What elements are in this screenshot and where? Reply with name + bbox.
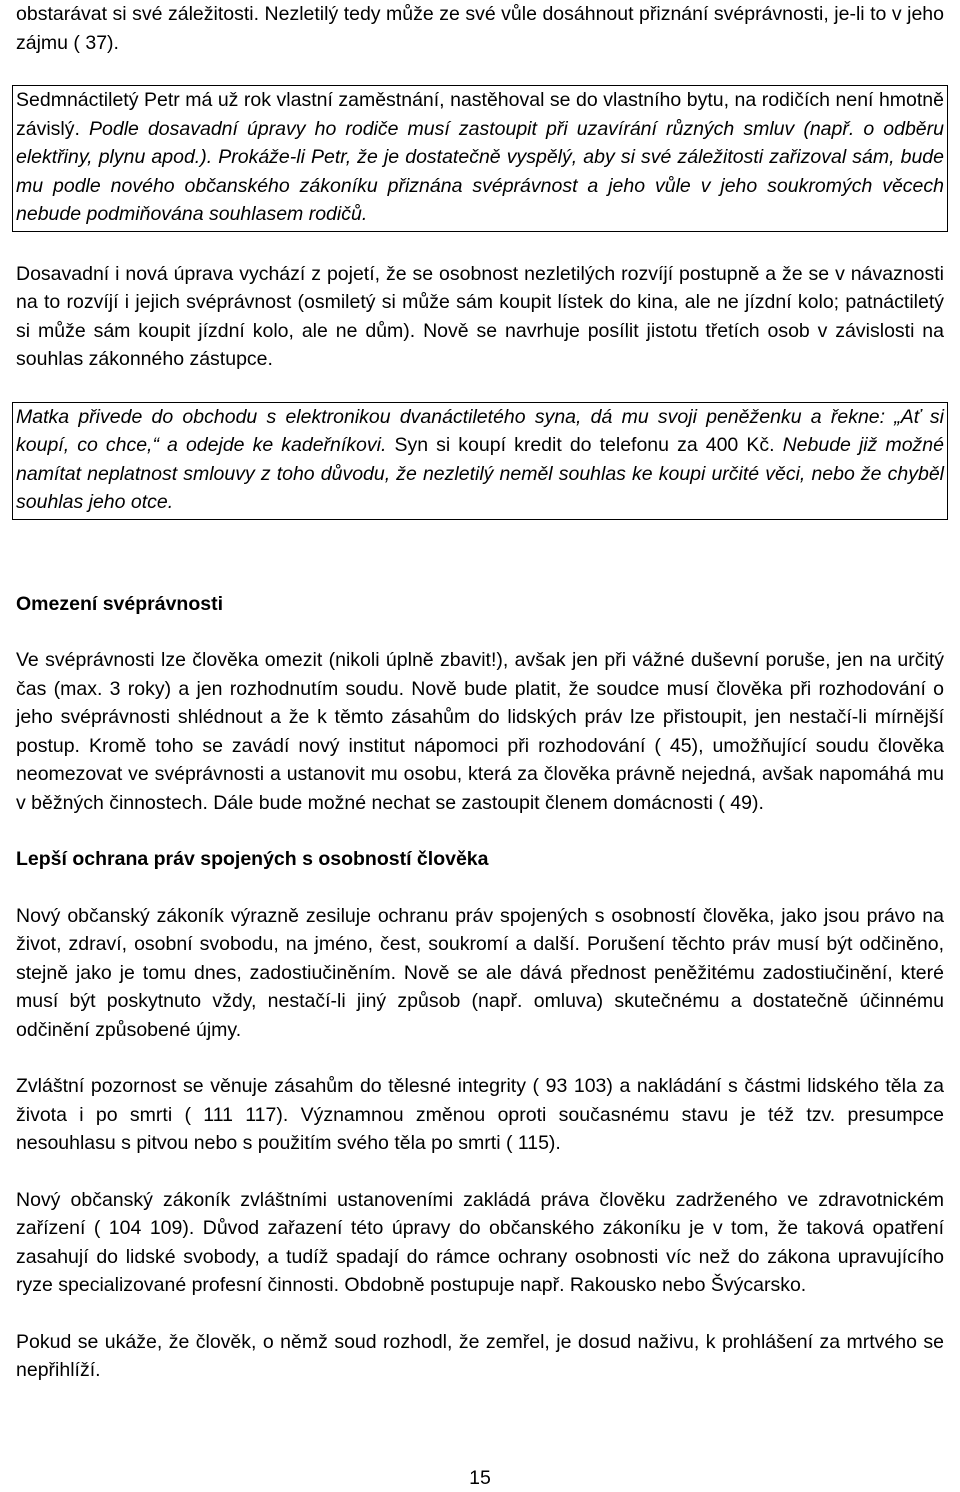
example-box-1 <box>12 85 948 232</box>
section-heading-limitation: Omezení svéprávnosti <box>16 592 223 615</box>
personality-paragraph-2: Zvláštní pozornost se věnuje zásahům do tělesné integrity ( 93 103) a nakládání s částmi lidského těla za života i po smrti ( 111 117). Významnou změnou oproti současnému stavu je též tzv. presumpce nesouhlasu s pitvou nebo s použitím svého těla po smrti ( 115). <box>16 1075 944 1154</box>
example-2-italic-text-2: Nebude již možné namítat neplatnost smlouvy z toho důvodu, že nezletilý neměl souhlas ke koupi určité věci, nebo že chyběl souhlas jeho otce. <box>16 434 944 513</box>
example-2-paragraph <box>16 403 944 517</box>
example-1-normal-text: Sedmnáctiletý Petr má už rok vlastní zaměstnání, nastěhoval se do vlastního bytu, na rodičích není hmotně závislý. <box>16 89 944 140</box>
example-box-2 <box>12 402 948 520</box>
scope-paragraph: Dosavadní i nová úprava vychází z pojetí, že se osobnost nezletilých rozvíjí postupně a že se v návaznosti na to rozvíjí i jejich svéprávnost (osmiletý si může sám koupit lístek do kina, ale ne jízdní kolo; patnáctiletý si může sám koupit jízdní kolo, ale ne dům). Nově se navrhuje posílit jistotu třetích osob v závislosti na souhlas zákonného zástupce. <box>16 262 944 370</box>
example-2-normal-text: Syn si koupí kredit do telefonu za 400 Kč. <box>394 434 783 456</box>
personality-paragraph-3: Nový občanský zákoník zvláštními ustanoveními zakládá práva člověku zadrženého ve zdravotnickém zařízení ( 104 109). Důvod zařazení této úpravy do občanského zákoníku je v tom, že taková opatření zasahují do lidské svobody, a tudíž spadají do rámce ochrany osobnosti víc než do zákona upravujícího ryze specializované profesní činnosti. Obdobně postupuje např. Rakousko nebo Švýcarsko. <box>16 1188 944 1296</box>
example-1-italic-text: Podle dosavadní úpravy ho rodiče musí zastoupit při uzavírání různých smluv (např. o odběru elektřiny, plynu apod.). Prokáže-li Petr, že je dostatečně vyspělý, aby si své záležitosti zařizoval sám, bude mu podle nového občanského zákoníku přiznána svéprávnost a jeho vůle v jeho soukromých věcech nebude podmiňována souhlasem rodičů. <box>16 117 944 225</box>
document-page <box>16 0 944 1385</box>
section-limitation-paragraph: Ve svéprávnosti lze člověka omezit (nikoli úplně zbavit!), avšak jen při vážné duševní poruše, jen na určitý čas (max. 3 roky) a jen rozhodnutím soudu. Nově bude platit, že soudce musí člověka při rozhodování o jeho svéprávnosti shlédnout a že k těmto zásahům do lidských práv lze přistoupit, jen nestačí-li mírnější postup. Kromě toho se zavádí nový institut nápomoci při rozhodování ( 45), umožňující soudu člověka neomezovat ve svéprávnosti a ustanovit mu osobu, která za člověka právně nejedná, avšak napomáhá mu v běžných činnostech. Dále bude možné nechat se zastoupit členem domácnosti ( 49). <box>16 649 944 814</box>
section-heading-personality-rights: Lepší ochrana práv spojených s osobností člověka <box>16 848 489 870</box>
personality-paragraph-1: Nový občanský zákoník výrazně zesiluje ochranu práv spojených s osobností člověka, jako jsou právo na život, zdraví, osobní svobodu, na jméno, čest, soukromí a další. Porušení těchto práv musí být odčiněno, stejně jako je tomu dnes, zadostiučiněním. Nově se ale dává přednost peněžitému zadostiučinění, které musí být poskytnuto vždy, nestačí-li jiný způsob (např. omluva) skutečnému a dostatečně účinnému odčinění způsobené újmy. <box>16 904 944 1041</box>
page-number: 15 <box>469 1467 491 1489</box>
personality-paragraph-4: Pokud se ukáže, že člověk, o němž soud rozhodl, že zemřel, je dosud naživu, k prohlášení za mrtvého se nepřihlíží. <box>16 1330 944 1381</box>
example-2-italic-text: Matka přivede do obchodu s elektronikou dvanáctiletého syna, dá mu svoji peněženku a řekne: „Ať si koupí, co chce,“ a odejde ke kadeřníkovi. <box>16 405 944 456</box>
intro-continuation-paragraph: obstarávat si své záležitosti. Nezletilý tedy může ze své vůle dosáhnout přiznání svéprávnosti, je-li to v jeho zájmu ( 37). <box>16 3 944 54</box>
example-1-paragraph <box>16 86 944 229</box>
